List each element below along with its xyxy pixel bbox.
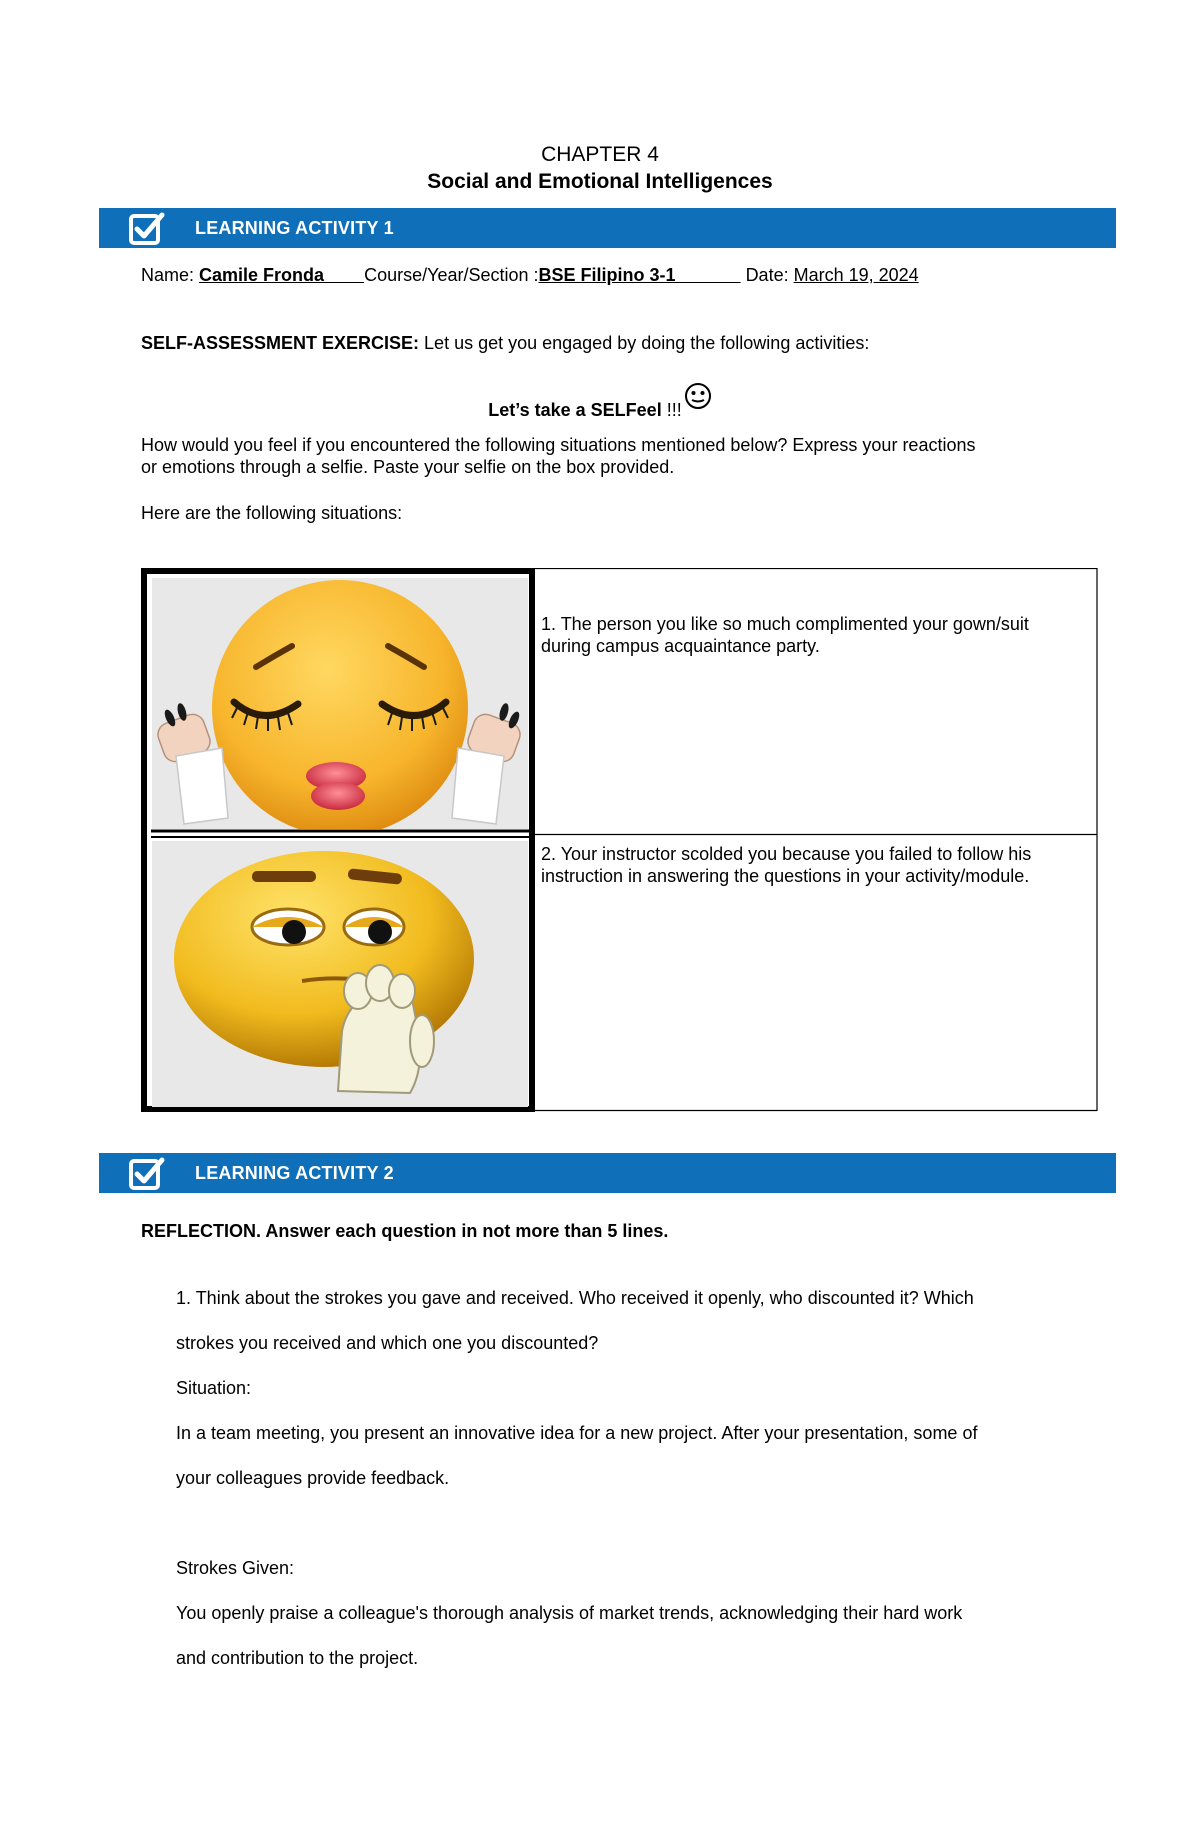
selfie-1-shy-emoji-image — [152, 578, 528, 829]
situation-2-text — [541, 843, 1031, 887]
selfeel-suffix: !!! — [661, 400, 682, 420]
date-label: Date: — [745, 265, 794, 285]
situation-line-1: In a team meeting, you present an innovative idea for a new project. After your presentation, some of — [176, 1423, 978, 1443]
strokes-given-label: Strokes Given: — [176, 1558, 295, 1578]
selfie-2-skeptical-emoji-image — [152, 841, 528, 1107]
situations-intro: Here are the following situations: — [141, 503, 403, 523]
chapter-subtitle: Social and Emotional Intelligences — [427, 170, 773, 193]
selfeel-title-line — [0, 388, 1200, 421]
instruction-paragraph — [141, 434, 975, 478]
self-assessment-text: Let us get you engaged by doing the following activities: — [419, 333, 870, 353]
situation-1-text — [541, 613, 1029, 657]
instruction-line-1: How would you feel if you encountered the following situations mentioned below? Express your reactions — [141, 435, 976, 455]
strokes-given-line-1: You openly praise a colleague's thorough analysis of market trends, acknowledging their hard work — [176, 1603, 963, 1623]
reflection-heading: REFLECTION. Answer each question in not more than 5 lines. — [141, 1221, 669, 1241]
course-value: BSE Filipino 3-1 — [538, 265, 676, 285]
situation-1-line-2: during campus acquaintance party. — [541, 636, 820, 656]
self-assessment-heading: SELF-ASSESSMENT EXERCISE: — [141, 333, 420, 353]
situation-line-2: your colleagues provide feedback. — [176, 1468, 450, 1488]
name-value: Camile Fronda — [199, 265, 325, 285]
learning-activity-2-banner — [99, 1153, 1116, 1193]
situation-2-line-2: instruction in answering the questions in your activity/module. — [541, 866, 1030, 886]
question-1-line-1: 1. Think about the strokes you gave and received. Who received it openly, who discounted it? Which — [176, 1288, 974, 1308]
self-assessment-line — [141, 332, 869, 354]
checkbox-icon — [129, 1156, 165, 1190]
chapter-title: CHAPTER 4 — [541, 143, 659, 166]
activity-2-label: LEARNING ACTIVITY 2 — [195, 1163, 394, 1183]
date-value: March 19, 2024 — [793, 265, 919, 285]
situations-table — [141, 568, 1098, 1115]
student-info-line — [141, 264, 919, 286]
selfeel-title: Let’s take a SELFeel — [488, 400, 662, 420]
learning-activity-1-banner — [99, 208, 1116, 248]
name-label: Name: — [141, 265, 200, 285]
course-label: Course/Year/Section : — [364, 265, 539, 285]
situation-1-line-1: 1. The person you like so much complimented your gown/suit — [541, 614, 1029, 634]
question-1-line-2: strokes you received and which one you discounted? — [176, 1333, 599, 1353]
instruction-line-2: or emotions through a selfie. Paste your selfie on the box provided. — [141, 457, 675, 477]
checkbox-icon — [129, 211, 165, 245]
activity-1-label: LEARNING ACTIVITY 1 — [195, 218, 394, 238]
situation-label: Situation: — [176, 1378, 252, 1398]
situation-2-line-1: 2. Your instructor scolded you because you failed to follow his — [541, 844, 1032, 864]
smiley-face-icon — [684, 382, 712, 410]
strokes-given-line-2: and contribution to the project. — [176, 1648, 419, 1668]
